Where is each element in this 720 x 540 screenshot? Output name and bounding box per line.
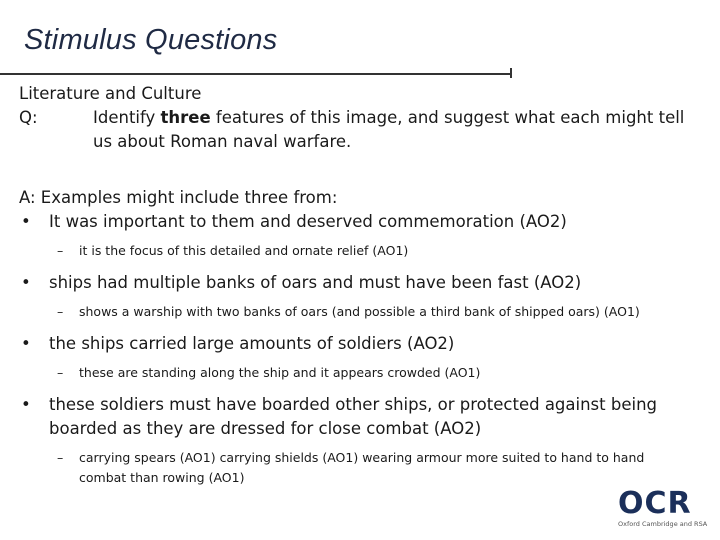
ocr-logo [618, 486, 708, 528]
logo-tagline: Oxford Cambridge and RSA [618, 520, 708, 528]
answer-evidence: carrying spears (AO1) carrying shields (AO1) wearing armour more suited to hand to hand combat than rowing (AO1) [79, 450, 645, 485]
answer-point: these soldiers must have boarded other ships, or protected against being boarded as they are dressed for close combat (AO2) [49, 395, 658, 438]
answer-item [19, 271, 709, 322]
bullet-marker: • [21, 334, 31, 353]
bullet-marker: • [21, 212, 31, 231]
answer-item [19, 210, 709, 261]
title-divider [0, 73, 512, 75]
answer-evidence: it is the focus of this detailed and ornate relief (AO1) [79, 243, 409, 258]
question-text [93, 106, 693, 154]
dash-marker: – [57, 450, 64, 465]
title-divider-end [510, 68, 512, 78]
answer-list [19, 210, 709, 488]
logo-wordmark: OCR [618, 486, 692, 521]
question-label: Q: [19, 108, 38, 127]
dash-marker: – [57, 365, 64, 380]
bullet-marker: • [21, 395, 31, 414]
answer-evidence: shows a warship with two banks of oars (and possible a third bank of shipped oars) (AO1) [79, 304, 640, 319]
answer-item [19, 332, 709, 383]
question-text-emphasis: three [160, 108, 211, 127]
section-heading: Literature and Culture [19, 84, 202, 103]
answer-point: It was important to them and deserved commemoration (AO2) [49, 212, 567, 231]
page-title: Stimulus Questions [24, 24, 278, 56]
answer-evidence: these are standing along the ship and it appears crowded (AO1) [79, 365, 481, 380]
dash-marker: – [57, 243, 64, 258]
answer-point: ships had multiple banks of oars and must have been fast (AO2) [49, 273, 582, 292]
question [19, 106, 709, 154]
question-text-start: Identify [93, 108, 161, 127]
answer-item [19, 393, 709, 488]
answer-intro: A: Examples might include three from: [19, 188, 338, 207]
question-text-end: features of this image, and suggest what each might tell us about Roman naval warfare. [93, 108, 685, 151]
slide-body [19, 82, 709, 498]
answer-point: the ships carried large amounts of soldiers (AO2) [49, 334, 455, 353]
bullet-marker: • [21, 273, 31, 292]
dash-marker: – [57, 304, 64, 319]
